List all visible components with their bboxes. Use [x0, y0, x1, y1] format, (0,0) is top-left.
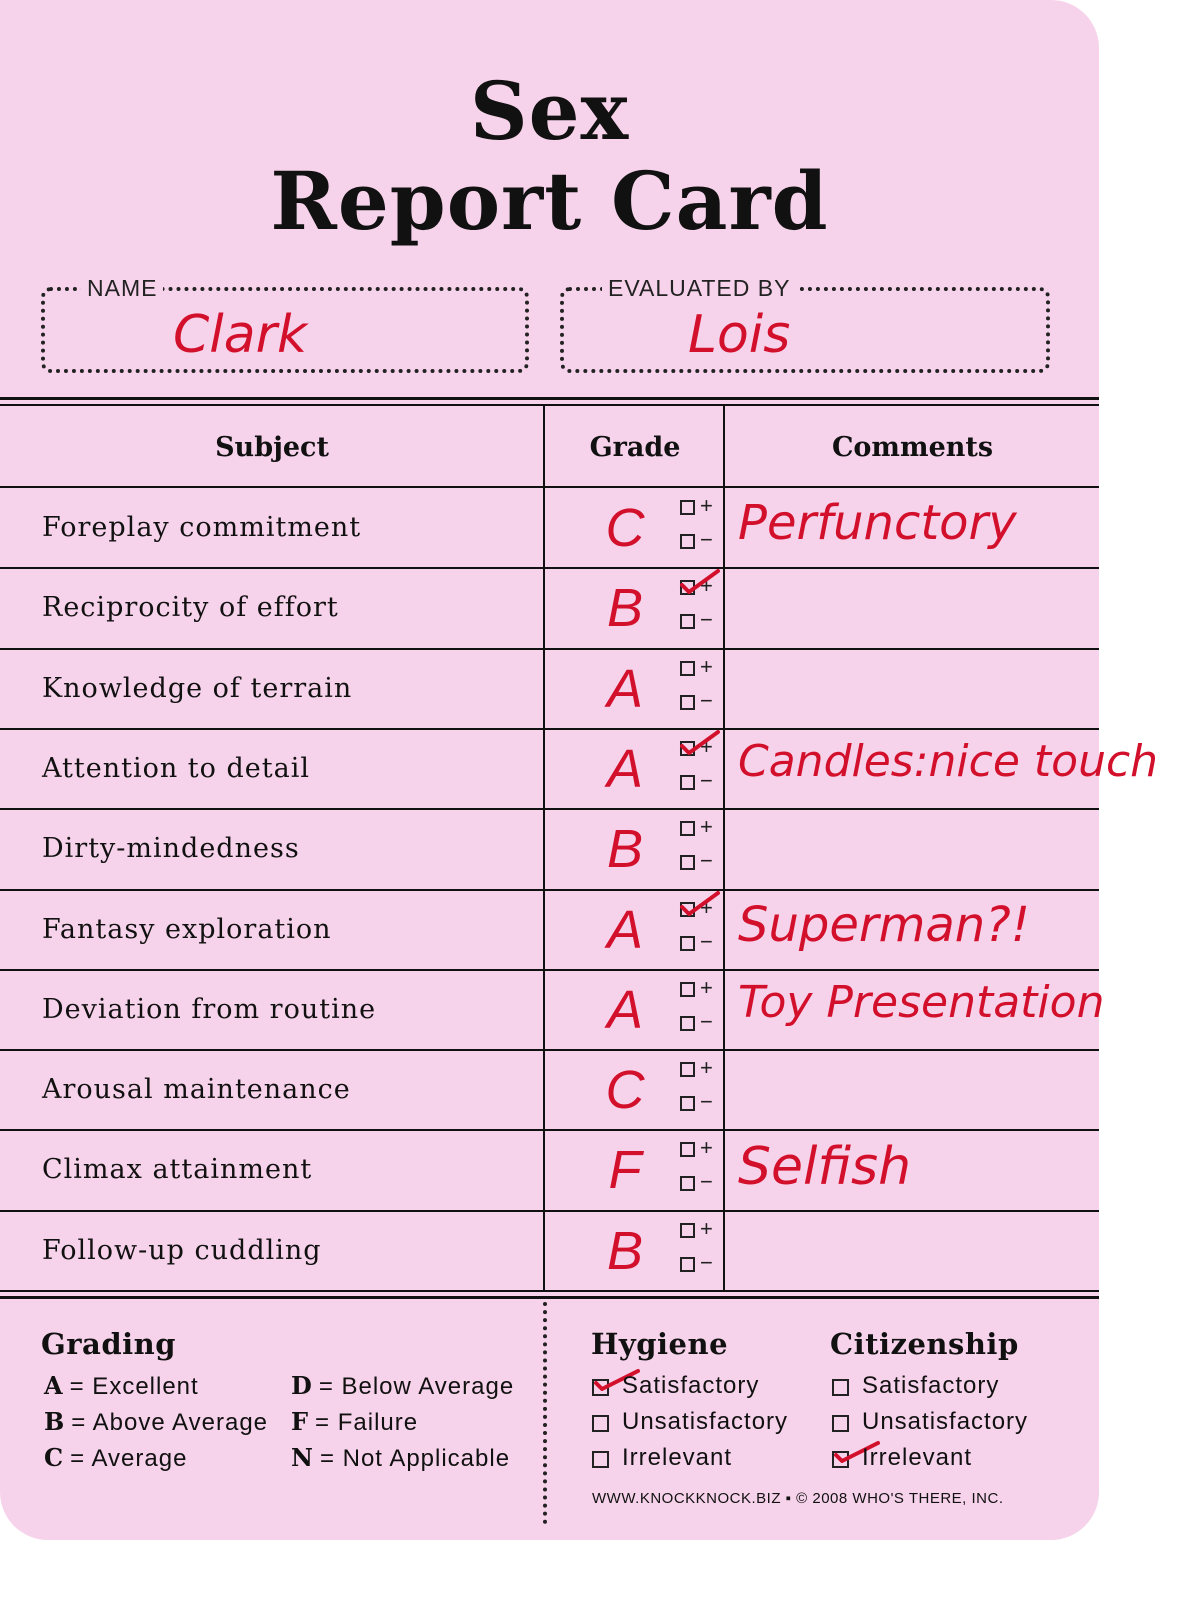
name-value: Clark — [173, 305, 308, 365]
plus-symbol: + — [700, 1055, 713, 1081]
plus-symbol: + — [700, 1135, 713, 1161]
comment-value: Selfish — [738, 1137, 912, 1198]
comment-value: Perfunctory — [738, 495, 1017, 551]
evaluated-by-value: Lois — [688, 305, 791, 365]
plus-checkbox[interactable] — [680, 894, 724, 923]
table-top-rule — [0, 397, 1099, 400]
checkbox-square-icon — [592, 1451, 609, 1468]
checkbox-square-icon — [680, 1176, 695, 1191]
minus-checkbox[interactable] — [680, 687, 724, 716]
subject-label: Foreplay commitment — [42, 512, 362, 543]
checkbox-square-icon — [680, 1096, 695, 1111]
title-line-2: Report Card — [270, 154, 829, 248]
option-label: Unsatisfactory — [862, 1408, 1029, 1435]
checkbox-square-icon — [680, 821, 695, 836]
plus-checkbox[interactable] — [680, 1055, 724, 1083]
plus-checkbox[interactable] — [680, 573, 724, 601]
option-label: Irrelevant — [862, 1444, 973, 1471]
checkbox-square-icon — [680, 500, 695, 515]
minus-checkbox[interactable] — [680, 607, 724, 635]
checkbox-square-icon — [680, 982, 695, 997]
table-row — [0, 728, 1159, 809]
table-row — [0, 648, 1099, 729]
subject-label: Fantasy exploration — [42, 913, 332, 945]
grade-value: A — [606, 899, 644, 960]
plus-symbol: + — [700, 814, 713, 840]
subject-label: Dirty-mindedness — [42, 833, 300, 865]
plus-symbol: + — [700, 974, 713, 1000]
hygiene-title: Hygiene — [591, 1327, 729, 1361]
header-divider — [0, 486, 1099, 488]
grading-key-n: N = Not Applicable — [291, 1443, 511, 1472]
comments-header: Comments — [831, 432, 994, 463]
checkbox-square-icon — [680, 614, 695, 629]
comment-value: Superman?! — [738, 896, 1030, 953]
checkbox-square-icon — [680, 1062, 695, 1077]
subject-label: Follow-up cuddling — [42, 1234, 322, 1266]
plus-checkbox[interactable] — [680, 814, 724, 842]
checkbox-square-icon — [832, 1379, 849, 1396]
minus-checkbox[interactable] — [680, 1169, 724, 1197]
checkbox-square-icon — [680, 855, 695, 870]
checkbox-square-icon — [680, 661, 695, 676]
minus-symbol: − — [700, 1249, 713, 1275]
subject-label: Reciprocity of effort — [42, 592, 339, 624]
checkbox-square-icon — [680, 695, 695, 710]
subject-label: Deviation from routine — [42, 993, 377, 1025]
checkbox-square-icon — [592, 1415, 609, 1432]
grade-value: B — [606, 578, 644, 639]
minus-checkbox[interactable] — [680, 928, 724, 957]
grading-key-a: A = Excellent — [44, 1371, 199, 1400]
footer-dotted-divider — [543, 1302, 547, 1524]
comment-value: Toy Presentation — [738, 976, 1105, 1028]
grade-value: B — [606, 819, 644, 880]
checkmark-icon — [678, 889, 722, 919]
minus-symbol: − — [700, 1008, 713, 1034]
table-row — [0, 808, 1099, 889]
title-line-1: Sex — [469, 64, 630, 158]
option-label: Unsatisfactory — [622, 1408, 789, 1435]
minus-symbol: − — [700, 848, 713, 874]
subject-label: Climax attainment — [42, 1154, 313, 1186]
grade-value: C — [605, 1060, 645, 1121]
plus-checkbox[interactable] — [680, 1215, 724, 1244]
grade-value: B — [606, 1220, 644, 1281]
checkbox-square-icon — [680, 1016, 695, 1031]
checkbox-square-icon — [680, 1257, 695, 1272]
minus-checkbox[interactable] — [680, 527, 724, 555]
subject-label: Arousal maintenance — [42, 1074, 351, 1106]
minus-symbol: − — [700, 928, 713, 954]
grading-key-f: F = Failure — [291, 1407, 419, 1436]
plus-symbol: + — [700, 493, 713, 518]
plus-checkbox[interactable] — [680, 974, 724, 1003]
plus-symbol: + — [700, 1215, 713, 1241]
minus-checkbox[interactable] — [680, 1249, 724, 1278]
table-bottom-rule — [0, 1290, 1099, 1292]
copyright-line: WWW.KNOCKKNOCK.BIZ ▪ © 2008 WHO'S THERE, INC. — [592, 1490, 1004, 1507]
option-label: Satisfactory — [622, 1372, 760, 1399]
grade-value: F — [608, 1140, 642, 1201]
checkbox-square-icon — [680, 775, 695, 790]
minus-symbol: − — [700, 687, 713, 713]
table-bottom-rule-2 — [0, 1296, 1099, 1299]
checkbox-square-icon — [680, 1142, 695, 1157]
grade-value: C — [605, 498, 645, 558]
name-field[interactable] — [41, 275, 529, 373]
table-row — [0, 889, 1099, 970]
table-row — [0, 1049, 1099, 1130]
plus-symbol: + — [700, 733, 713, 759]
minus-checkbox[interactable] — [680, 848, 724, 876]
grade-value: A — [606, 658, 644, 719]
plus-checkbox[interactable] — [680, 1135, 724, 1163]
comment-value: Candles:nice touch — [738, 735, 1159, 787]
evaluated-by-field[interactable] — [560, 275, 1050, 373]
subject-label: Attention to detail — [42, 752, 310, 784]
minus-symbol: − — [700, 1089, 713, 1115]
grade-value: A — [606, 738, 644, 799]
table-row — [0, 567, 1099, 648]
citizenship-title: Citizenship — [830, 1327, 1019, 1361]
checkbox-square-icon — [680, 534, 695, 549]
checkmark-icon — [678, 567, 722, 597]
plus-symbol: + — [700, 653, 713, 679]
plus-checkbox[interactable] — [680, 733, 724, 762]
minus-symbol: − — [700, 1169, 713, 1195]
grade-value: A — [606, 979, 644, 1040]
option-label: Irrelevant — [622, 1444, 733, 1471]
grading-key-d: D = Below Average — [291, 1371, 515, 1400]
minus-symbol: − — [700, 607, 713, 633]
subject-header: Subject — [215, 432, 329, 463]
table-row — [0, 1210, 1099, 1291]
table-row — [0, 1129, 1099, 1210]
plus-checkbox[interactable] — [680, 493, 724, 521]
option-label: Satisfactory — [862, 1372, 1000, 1399]
plus-symbol: + — [700, 894, 713, 920]
plus-symbol: + — [700, 573, 713, 599]
grading-title: Grading — [41, 1327, 176, 1361]
checkbox-square-icon — [680, 1223, 695, 1238]
minus-checkbox[interactable] — [680, 767, 724, 796]
grading-key-b: B = Above Average — [44, 1407, 269, 1436]
minus-checkbox[interactable] — [680, 1008, 724, 1037]
table-row — [0, 969, 1105, 1050]
subject-label: Knowledge of terrain — [42, 672, 353, 704]
checkbox-square-icon — [832, 1415, 849, 1432]
minus-symbol: − — [700, 527, 713, 552]
table-top-rule-2 — [0, 404, 1099, 406]
evaluated-by-label: EVALUATED BY — [602, 275, 796, 301]
grade-header: Grade — [589, 432, 681, 463]
minus-symbol: − — [700, 767, 713, 793]
checkbox-square-icon — [680, 936, 695, 951]
grading-key-c: C = Average — [44, 1443, 188, 1472]
plus-checkbox[interactable] — [680, 653, 724, 682]
name-label: NAME — [81, 275, 163, 301]
minus-checkbox[interactable] — [680, 1089, 724, 1117]
table-row — [0, 487, 1099, 568]
checkmark-icon — [678, 728, 722, 758]
